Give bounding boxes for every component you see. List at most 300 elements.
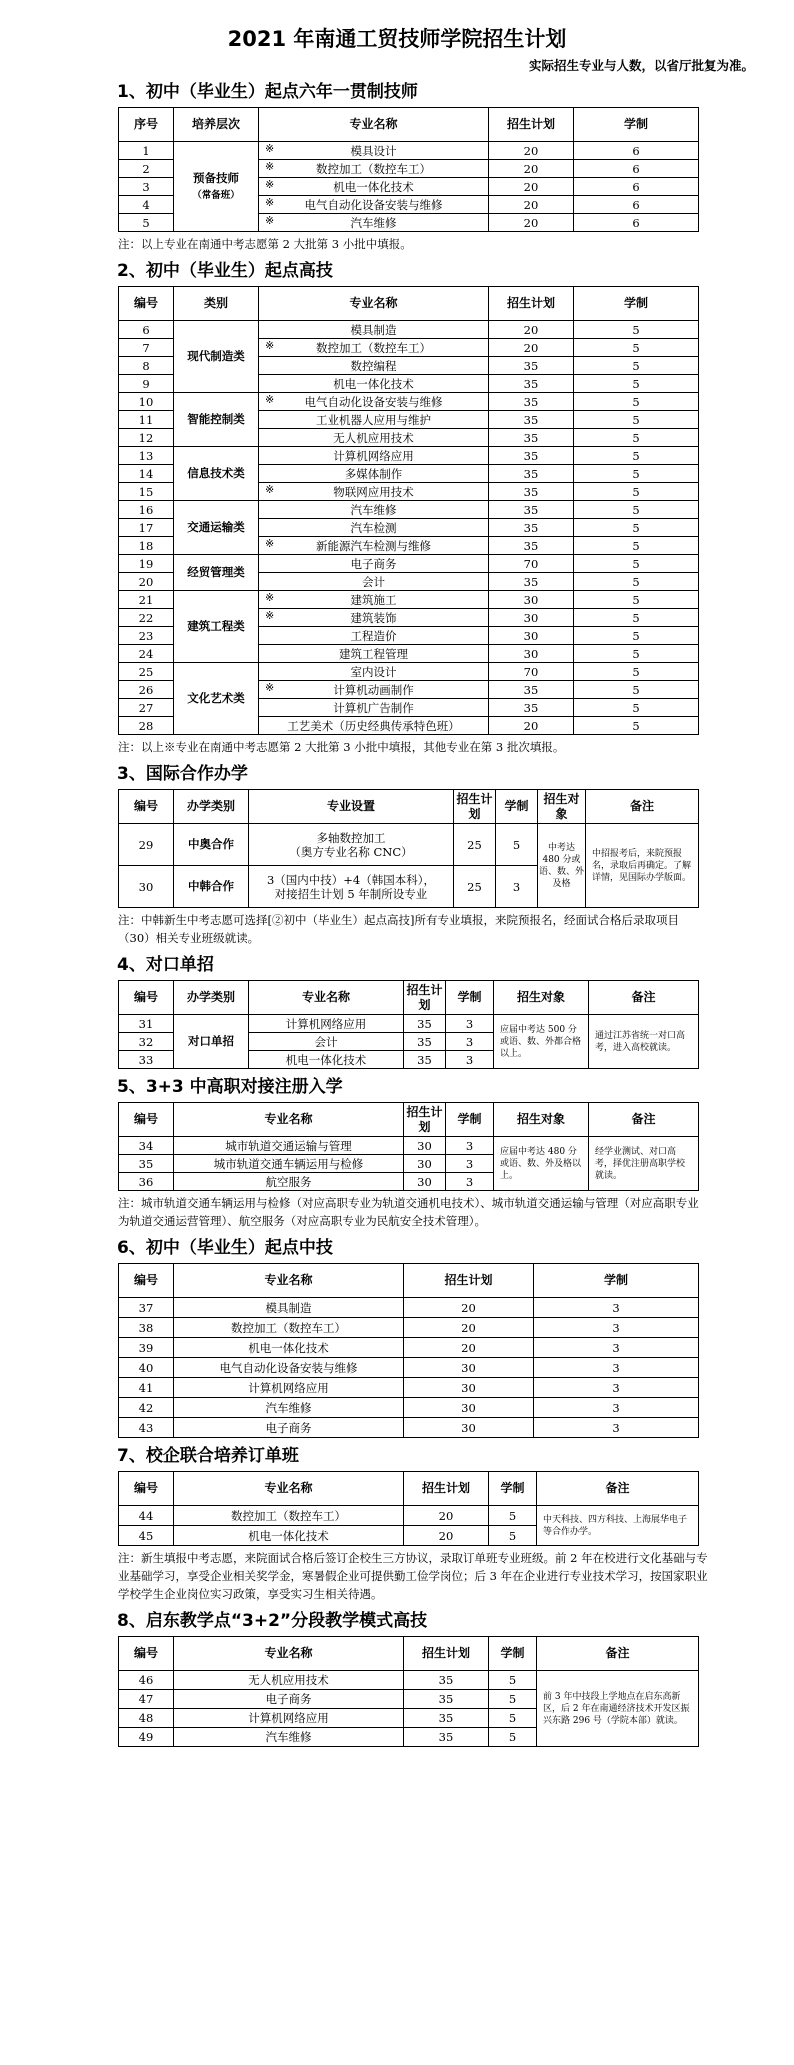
- table-cell-name: [259, 483, 489, 501]
- table-cell-plan: 20: [404, 1506, 489, 1526]
- table-cell-no: 26: [119, 681, 174, 699]
- category-cell: 建筑工程类: [174, 591, 259, 663]
- table-cell-name: [259, 411, 489, 429]
- table-cell-no: 11: [119, 411, 174, 429]
- remark-cell: 中天科技、四方科技、上海展华电子等合作办学。: [537, 1506, 699, 1546]
- table-cell-plan: 30: [404, 1418, 534, 1438]
- program-name: 汽车检测: [350, 520, 397, 535]
- table-cell-plan: 35: [489, 699, 574, 717]
- category-cell: 信息技术类: [174, 447, 259, 501]
- column-header: 学制: [446, 981, 494, 1015]
- column-header: 专业名称: [259, 287, 489, 321]
- section-1-heading: 1、初中（毕业生）起点六年一贯制技师: [117, 82, 418, 102]
- table-row: [119, 555, 699, 573]
- table-cell-years: 3: [534, 1398, 699, 1418]
- section-4-table: [118, 980, 699, 1069]
- table-cell-no: 31: [119, 1015, 174, 1033]
- column-header: 招生对象: [494, 981, 589, 1015]
- mark-symbol: ※: [265, 160, 275, 173]
- table-cell-plan: 35: [489, 501, 574, 519]
- table-cell-no: 25: [119, 663, 174, 681]
- mark-symbol: ※: [265, 214, 275, 227]
- table-cell-years: 5: [489, 1709, 537, 1728]
- column-header: 招生计划: [489, 108, 574, 142]
- table-cell-plan: 20: [404, 1338, 534, 1358]
- column-header: 学制: [496, 790, 538, 824]
- table-cell-years: 5: [489, 1728, 537, 1747]
- column-header: 办学类别: [174, 981, 249, 1015]
- table-cell-name: [259, 214, 489, 232]
- column-header: 专业名称: [174, 1472, 404, 1506]
- table-cell-no: 2: [119, 160, 174, 178]
- table-cell-years: 5: [489, 1506, 537, 1526]
- table-cell-years: 3: [446, 1173, 494, 1191]
- program-name: 工艺美术（历史经典传承特色班）: [287, 718, 460, 733]
- target-cell: 中考达 480 分或语、数、外及格: [538, 824, 586, 908]
- table-row: [119, 591, 699, 609]
- table-cell-plan: 30: [404, 1155, 446, 1173]
- table-cell-years: 5: [574, 645, 699, 663]
- table-cell-years: 5: [574, 537, 699, 555]
- table-row: [119, 1298, 699, 1318]
- section-3-heading: 3、国际合作办学: [117, 764, 248, 784]
- table-cell-plan: 30: [404, 1173, 446, 1191]
- table-cell-plan: 35: [489, 393, 574, 411]
- section-2-table: [118, 286, 699, 735]
- table-cell-years: 5: [489, 1690, 537, 1709]
- table-cell-name: [259, 555, 489, 573]
- column-header: 备注: [589, 981, 699, 1015]
- section-8-heading: 8、启东教学点“3+2”分段教学模式高技: [117, 1611, 428, 1631]
- table-row: [119, 1338, 699, 1358]
- table-cell-name: [259, 447, 489, 465]
- table-cell-name: [259, 717, 489, 735]
- table-cell-years: 5: [574, 429, 699, 447]
- table-cell-plan: 35: [489, 411, 574, 429]
- table-cell-no: 21: [119, 591, 174, 609]
- table-cell-name: 城市轨道交通运输与管理: [174, 1137, 404, 1155]
- table-cell-plan: 35: [489, 447, 574, 465]
- table-cell-plan: 20: [489, 321, 574, 339]
- table-cell-plan: 35: [489, 519, 574, 537]
- column-header: 招生计划: [404, 981, 446, 1015]
- table-cell-plan: 30: [404, 1137, 446, 1155]
- column-header: 专业设置: [249, 790, 454, 824]
- table-cell-name: 机电一体化技术: [249, 1051, 404, 1069]
- table-cell-no: 22: [119, 609, 174, 627]
- table-cell-no: 16: [119, 501, 174, 519]
- table-cell-name: [259, 537, 489, 555]
- table-cell-years: 5: [574, 339, 699, 357]
- table-cell-name: 电气自动化设备安装与维修: [174, 1358, 404, 1378]
- table-cell-no: 20: [119, 573, 174, 591]
- table-cell-no: 5: [119, 214, 174, 232]
- table-cell-name: [259, 609, 489, 627]
- table-cell-years: 5: [574, 357, 699, 375]
- column-header: 编号: [119, 287, 174, 321]
- table-cell-no: 6: [119, 321, 174, 339]
- table-cell-years: 6: [574, 178, 699, 196]
- table-cell-years: 3: [496, 866, 538, 908]
- column-header: 专业名称: [174, 1637, 404, 1671]
- table-cell-no: 14: [119, 465, 174, 483]
- level-label: 预备技师: [193, 170, 239, 185]
- table-cell-plan: 20: [489, 142, 574, 160]
- table-cell-plan: 35: [404, 1709, 489, 1728]
- program-name: 计算机网络应用: [333, 448, 414, 463]
- table-cell-name: [259, 160, 489, 178]
- table-cell-plan: 20: [404, 1318, 534, 1338]
- table-row: [119, 1506, 699, 1526]
- table-cell-no: 45: [119, 1526, 174, 1546]
- table-cell-name: [259, 429, 489, 447]
- table-cell-years: 5: [574, 411, 699, 429]
- table-cell-no: 23: [119, 627, 174, 645]
- program-name: 数控加工（数控车工）: [316, 161, 431, 176]
- table-row: [119, 393, 699, 411]
- level-sub-label: （常备班）: [192, 189, 240, 201]
- table-cell-name: 机电一体化技术: [174, 1338, 404, 1358]
- table-cell-years: 3: [446, 1137, 494, 1155]
- column-header: 类别: [174, 287, 259, 321]
- table-cell-name: 电子商务: [174, 1690, 404, 1709]
- program-type: 中奥合作: [174, 824, 249, 866]
- table-cell-no: 15: [119, 483, 174, 501]
- table-cell-years: 3: [446, 1033, 494, 1051]
- table-cell-plan: 35: [489, 465, 574, 483]
- table-cell-years: 3: [534, 1378, 699, 1398]
- category-cell: 现代制造类: [174, 321, 259, 393]
- program-spec: 3（国内中技）+4（韩国本科）， 对接招生计划 5 年制所设专业: [249, 866, 454, 908]
- table-row: [119, 1378, 699, 1398]
- table-cell-plan: 35: [489, 429, 574, 447]
- table-cell-name: [259, 178, 489, 196]
- table-cell-name: 计算机网络应用: [174, 1378, 404, 1398]
- table-cell-name: 城市轨道交通车辆运用与检修: [174, 1155, 404, 1173]
- table-cell-plan: 20: [489, 717, 574, 735]
- page-subtitle: 实际招生专业与人数，以省厅批复为准。: [528, 58, 754, 73]
- table-cell-plan: 30: [404, 1378, 534, 1398]
- table-cell-plan: 35: [404, 1671, 489, 1690]
- section-1-note: 注：以上专业在南通中考志愿第 2 大批第 3 小批中填报。: [118, 237, 412, 251]
- table-cell-years: 5: [489, 1671, 537, 1690]
- table-cell-plan: 30: [489, 591, 574, 609]
- table-cell-plan: 30: [404, 1398, 534, 1418]
- table-cell-years: 5: [574, 573, 699, 591]
- table-cell-name: 汽车维修: [174, 1728, 404, 1747]
- table-cell-years: 5: [574, 555, 699, 573]
- table-cell-plan: 20: [489, 196, 574, 214]
- table-cell-no: 4: [119, 196, 174, 214]
- column-header: 编号: [119, 1637, 174, 1671]
- remark-cell: 通过江苏省统一对口高考，进入高校就读。: [589, 1015, 699, 1069]
- program-name: 无人机应用技术: [333, 430, 414, 445]
- table-cell-plan: 30: [489, 609, 574, 627]
- section-7-note: 注：新生填报中考志愿，来院面试合格后签订企校生三方协议，录取订单班专业班级。前 2 年在校进行文化基础与专业基础学习，享受企业相关奖学金，寒暑假企业可提供勤工俭学岗位；后 3 年在企业进行专业技术学习，按国家职业学校学生企业岗位实习政策，享受实习生相关待遇。: [118, 1551, 708, 1601]
- table-cell-name: [259, 699, 489, 717]
- table-cell-no: 44: [119, 1506, 174, 1526]
- program-name: 模具制造: [350, 322, 397, 337]
- table-cell-name: 会计: [249, 1033, 404, 1051]
- section-2-note: 注：以上※专业在南通中考志愿第 2 大批第 3 小批中填报，其他专业在第 3 批次填报。: [118, 740, 565, 754]
- column-header: 编号: [119, 790, 174, 824]
- table-cell-no: 9: [119, 375, 174, 393]
- table-cell-years: 5: [574, 717, 699, 735]
- column-header: 编号: [119, 1472, 174, 1506]
- table-cell-no: 30: [119, 866, 174, 908]
- program-name: 电气自动化设备安装与维修: [304, 197, 443, 212]
- program-name: 计算机动画制作: [333, 682, 414, 697]
- table-cell-years: 5: [489, 1526, 537, 1546]
- table-row: [119, 1358, 699, 1378]
- table-cell-name: 数控加工（数控车工）: [174, 1318, 404, 1338]
- table-row: [119, 447, 699, 465]
- table-cell-plan: 35: [489, 483, 574, 501]
- table-cell-plan: 20: [489, 160, 574, 178]
- table-cell-name: 无人机应用技术: [174, 1671, 404, 1690]
- table-cell-plan: 20: [489, 178, 574, 196]
- table-cell-no: 37: [119, 1298, 174, 1318]
- column-header: 专业名称: [259, 108, 489, 142]
- table-cell-name: [259, 142, 489, 160]
- program-spec: 多轴数控加工 （奥方专业名称 CNC）: [249, 824, 454, 866]
- table-cell-no: 39: [119, 1338, 174, 1358]
- section-5-table: [118, 1102, 699, 1191]
- table-cell-years: 6: [574, 214, 699, 232]
- table-cell-no: 34: [119, 1137, 174, 1155]
- table-cell-no: 18: [119, 537, 174, 555]
- table-row: [119, 1418, 699, 1438]
- table-row: [119, 1137, 699, 1155]
- table-cell-no: 27: [119, 699, 174, 717]
- table-cell-plan: 35: [404, 1033, 446, 1051]
- program-type: 对口单招: [174, 1015, 249, 1069]
- program-name: 多媒体制作: [344, 466, 403, 481]
- section-3-table: [118, 789, 699, 908]
- table-cell-name: 数控加工（数控车工）: [174, 1506, 404, 1526]
- program-name: 建筑施工: [350, 592, 397, 607]
- table-cell-name: [259, 339, 489, 357]
- program-name: 数控编程: [350, 358, 397, 373]
- table-cell-years: 6: [574, 142, 699, 160]
- target-cell: 应届中考达 500 分或语、数、外都合格以上。: [494, 1015, 589, 1069]
- column-header: 备注: [586, 790, 699, 824]
- table-cell-no: 47: [119, 1690, 174, 1709]
- table-cell-name: 模具制造: [174, 1298, 404, 1318]
- column-header: 招生计划: [489, 287, 574, 321]
- table-cell-no: 13: [119, 447, 174, 465]
- mark-symbol: ※: [265, 681, 275, 694]
- table-cell-years: 5: [574, 465, 699, 483]
- table-cell-years: 5: [574, 591, 699, 609]
- column-header: 招生对象: [538, 790, 586, 824]
- section-8-table: [118, 1636, 699, 1747]
- column-header: 学制: [574, 108, 699, 142]
- table-cell-no: 35: [119, 1155, 174, 1173]
- table-cell-name: [259, 519, 489, 537]
- table-cell-years: 3: [534, 1358, 699, 1378]
- column-header: 学制: [446, 1103, 494, 1137]
- column-header: 招生计划: [404, 1264, 534, 1298]
- program-name: 电气自动化设备安装与维修: [304, 394, 443, 409]
- table-cell-no: 38: [119, 1318, 174, 1338]
- table-cell-no: 19: [119, 555, 174, 573]
- table-cell-plan: 35: [489, 537, 574, 555]
- table-cell-name: [259, 196, 489, 214]
- section-4-heading: 4、对口单招: [117, 955, 214, 975]
- table-row: [119, 321, 699, 339]
- program-name: 机电一体化技术: [333, 179, 414, 194]
- program-name: 建筑装饰: [350, 610, 397, 625]
- table-cell-name: [259, 573, 489, 591]
- table-cell-name: 电子商务: [174, 1418, 404, 1438]
- program-name: 会计: [362, 574, 385, 589]
- category-cell: 经贸管理类: [174, 555, 259, 591]
- table-cell-plan: 30: [404, 1358, 534, 1378]
- column-header: 学制: [489, 1637, 537, 1671]
- table-cell-plan: 35: [404, 1051, 446, 1069]
- table-cell-name: [259, 645, 489, 663]
- section-6-heading: 6、初中（毕业生）起点中技: [117, 1238, 333, 1258]
- section-2-heading: 2、初中（毕业生）起点高技: [117, 261, 333, 281]
- program-name: 物联网应用技术: [333, 484, 414, 499]
- table-cell-years: 3: [446, 1155, 494, 1173]
- table-cell-name: 航空服务: [174, 1173, 404, 1191]
- table-cell-years: 3: [446, 1051, 494, 1069]
- table-cell-years: 5: [574, 663, 699, 681]
- table-cell-no: 1: [119, 142, 174, 160]
- table-row: [119, 142, 699, 160]
- table-cell-no: 24: [119, 645, 174, 663]
- table-cell-no: 43: [119, 1418, 174, 1438]
- program-name: 室内设计: [350, 664, 397, 679]
- table-cell-no: 7: [119, 339, 174, 357]
- table-cell-years: 5: [574, 393, 699, 411]
- category-cell: 文化艺术类: [174, 663, 259, 735]
- mark-symbol: ※: [265, 196, 275, 209]
- mark-symbol: ※: [265, 393, 275, 406]
- section-3-note: 注：中韩新生中考志愿可选择[②初中（毕业生）起点高技]所有专业填报，来院预报名，经面试合格后录取项目（30）相关专业班级就读。: [118, 913, 679, 945]
- table-cell-plan: 35: [489, 357, 574, 375]
- table-cell-years: 5: [574, 699, 699, 717]
- table-cell-name: [259, 501, 489, 519]
- table-row: [119, 1318, 699, 1338]
- mark-symbol: ※: [265, 178, 275, 191]
- table-cell-years: 3: [534, 1338, 699, 1358]
- table-cell-plan: 70: [489, 555, 574, 573]
- page-title: 2021 年南通工贸技师学院招生计划: [227, 27, 567, 51]
- table-cell-no: 49: [119, 1728, 174, 1747]
- table-cell-no: 29: [119, 824, 174, 866]
- category-cell: 交通运输类: [174, 501, 259, 555]
- table-cell-years: 3: [534, 1318, 699, 1338]
- table-cell-no: 17: [119, 519, 174, 537]
- table-cell-plan: 35: [489, 375, 574, 393]
- program-name: 电子商务: [350, 556, 397, 571]
- table-cell-years: 5: [574, 375, 699, 393]
- table-cell-name: [259, 591, 489, 609]
- program-name: 建筑工程管理: [339, 646, 408, 661]
- column-header: 招生计划: [404, 1637, 489, 1671]
- target-cell: 应届中考达 480 分或语、数、外及格以上。: [494, 1137, 589, 1191]
- column-header: 专业名称: [174, 1264, 404, 1298]
- table-cell-plan: 35: [404, 1015, 446, 1033]
- table-cell-no: 42: [119, 1398, 174, 1418]
- table-cell-years: 5: [574, 321, 699, 339]
- program-name: 模具设计: [350, 143, 397, 158]
- column-header: 编号: [119, 981, 174, 1015]
- table-cell-name: [259, 627, 489, 645]
- table-cell-no: 28: [119, 717, 174, 735]
- remark-cell: 中招报考后，来院预报名，录取后再确定。了解详情，见国际办学版面。: [586, 824, 699, 908]
- table-cell-no: 8: [119, 357, 174, 375]
- column-header: 学制: [574, 287, 699, 321]
- column-header: 专业名称: [249, 981, 404, 1015]
- column-header: 编号: [119, 1103, 174, 1137]
- program-name: 工程造价: [350, 628, 397, 643]
- table-cell-years: 3: [534, 1418, 699, 1438]
- table-cell-name: 机电一体化技术: [174, 1526, 404, 1546]
- mark-symbol: ※: [265, 483, 275, 496]
- table-cell-plan: 25: [454, 866, 496, 908]
- column-header: 招生对象: [494, 1103, 589, 1137]
- remark-cell: 前 3 年中技段上学地点在启东高新区，后 2 年在南通经济技术开发区振兴东路 296 号（学院本部）就读。: [537, 1671, 699, 1747]
- column-header: 招生计划: [404, 1472, 489, 1506]
- table-row: [119, 501, 699, 519]
- column-header: 序号: [119, 108, 174, 142]
- column-header: 专业名称: [174, 1103, 404, 1137]
- mark-symbol: ※: [265, 142, 275, 155]
- column-header: 学制: [489, 1472, 537, 1506]
- table-cell-name: 计算机网络应用: [174, 1709, 404, 1728]
- program-name: 计算机广告制作: [333, 700, 414, 715]
- table-cell-plan: 30: [489, 627, 574, 645]
- table-row: [119, 663, 699, 681]
- table-cell-no: 32: [119, 1033, 174, 1051]
- column-header: 办学类别: [174, 790, 249, 824]
- table-row: [119, 1671, 699, 1690]
- section-1-table: [118, 107, 699, 232]
- program-name: 汽车维修: [350, 215, 397, 230]
- table-cell-plan: 20: [489, 214, 574, 232]
- table-cell-name: [259, 375, 489, 393]
- column-header: 编号: [119, 1264, 174, 1298]
- table-cell-years: 5: [574, 519, 699, 537]
- table-cell-years: 6: [574, 196, 699, 214]
- program-name: 数控加工（数控车工）: [316, 340, 431, 355]
- section-7-heading: 7、校企联合培养订单班: [117, 1446, 299, 1466]
- table-cell-name: 汽车维修: [174, 1398, 404, 1418]
- section-5-heading: 5、3+3 中高职对接注册入学: [117, 1077, 343, 1097]
- table-cell-plan: 25: [454, 824, 496, 866]
- mark-symbol: ※: [265, 537, 275, 550]
- table-row: [119, 1398, 699, 1418]
- column-header: 备注: [589, 1103, 699, 1137]
- table-cell-plan: 35: [404, 1728, 489, 1747]
- column-header: 备注: [537, 1637, 699, 1671]
- category-cell: 智能控制类: [174, 393, 259, 447]
- program-name: 汽车维修: [350, 502, 397, 517]
- section-5-note: 注：城市轨道交通车辆运用与检修（对应高职专业为轨道交通机电技术）、城市轨道交通运输与管理（对应高职专业为轨道交通运营管理）、航空服务（对应高职专业为民航安全技术管理）。: [118, 1196, 699, 1228]
- mark-symbol: ※: [265, 609, 275, 622]
- table-cell-years: 5: [496, 824, 538, 866]
- level-cell: [174, 142, 259, 232]
- table-cell-plan: 30: [489, 645, 574, 663]
- table-cell-years: 3: [446, 1015, 494, 1033]
- mark-symbol: ※: [265, 591, 275, 604]
- column-header: 招生计划: [404, 1103, 446, 1137]
- table-cell-years: 5: [574, 501, 699, 519]
